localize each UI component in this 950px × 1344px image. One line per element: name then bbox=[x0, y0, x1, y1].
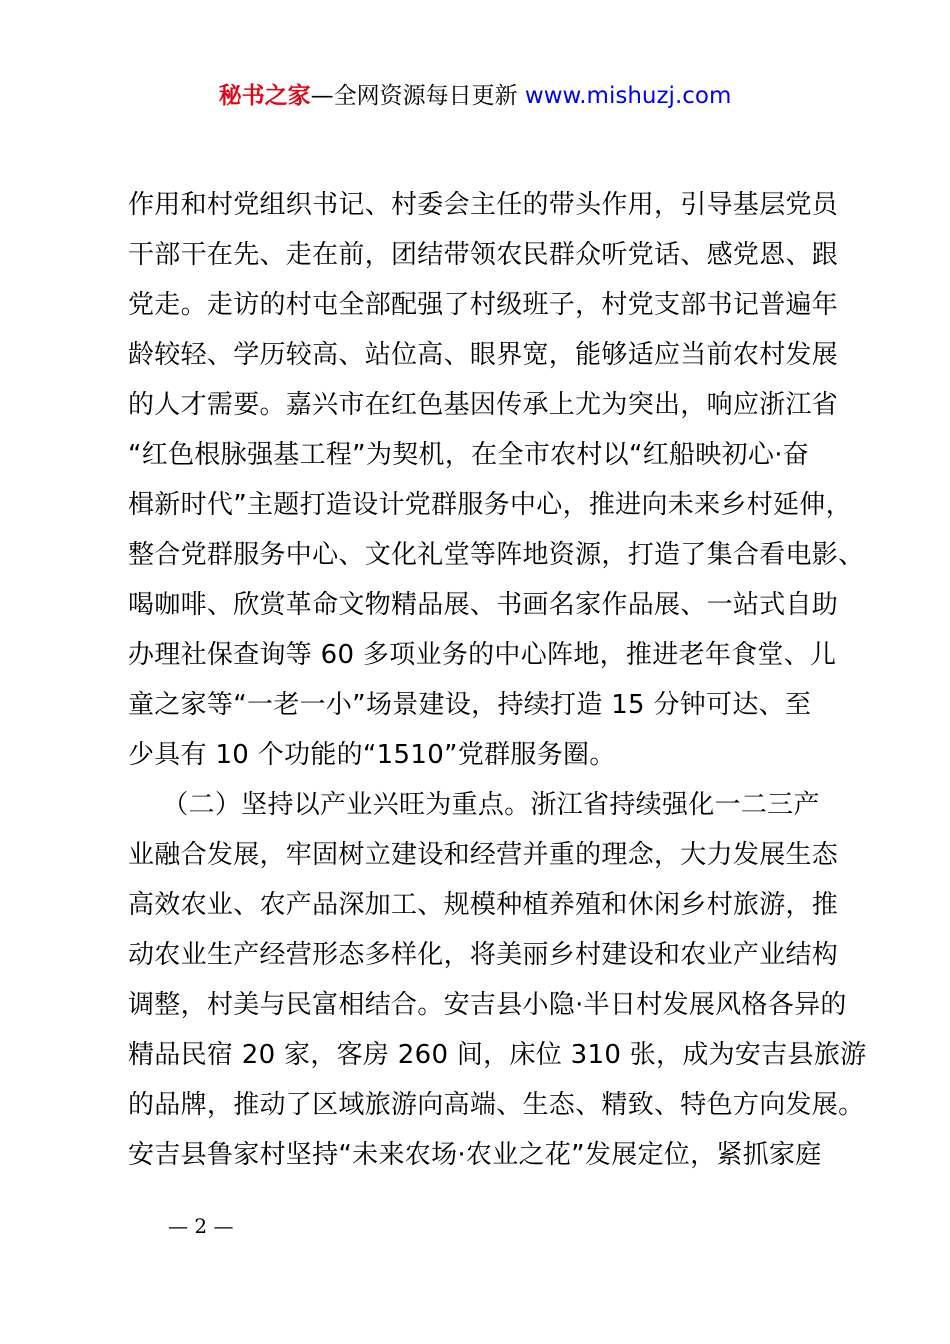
text-line: 安吉县鲁家村坚持“未来农场·农业之花”发展定位，紧抓家庭 bbox=[128, 1140, 822, 1170]
text-line: 精品民宿 20 家，客房 260 间，床位 310 张，成为安吉县旅游 bbox=[128, 1040, 867, 1070]
text-line: 喝咖啡、欣赏革命文物精品展、书画名家作品展、一站式自助 bbox=[128, 590, 839, 620]
site-header bbox=[0, 80, 950, 112]
site-url-link[interactable]: www.mishuzj.com bbox=[524, 83, 732, 109]
text-line: 调整，村美与民富相结合。安吉县小隐·半日村发展风格各异的 bbox=[128, 990, 847, 1020]
text-line: 的品牌，推动了区域旅游向高端、生态、精致、特色方向发展。 bbox=[128, 1090, 865, 1120]
text-line: 党走。走访的村屯全部配强了村级班子，村党支部书记普遍年 bbox=[128, 290, 839, 320]
text-line: “红色根脉强基工程”为契机，在全市农村以“红船映初心·奋 bbox=[128, 440, 810, 470]
text-line: 干部干在先、走在前，团结带领农民群众听党话、感党恩、跟 bbox=[128, 240, 839, 270]
text-line: 童之家等“一老一小”场景建设，持续打造 15 分钟可达、至 bbox=[128, 690, 812, 720]
text-line: 动农业生产经营形态多样化，将美丽乡村建设和农业产业结构 bbox=[128, 940, 839, 970]
text-line: 龄较轻、学历较高、站位高、眼界宽，能够适应当前农村发展 bbox=[128, 340, 839, 370]
text-line: 高效农业、农产品深加工、规模种植养殖和休闲乡村旅游，推 bbox=[128, 890, 839, 920]
site-tagline: —全网资源每日更新 bbox=[310, 83, 518, 109]
text-line: 楫新时代”主题打造设计党群服务中心，推进向未来乡村延伸， bbox=[128, 490, 852, 520]
document-body bbox=[128, 180, 867, 1180]
text-line: 整合党群服务中心、文化礼堂等阵地资源，打造了集合看电影、 bbox=[128, 540, 865, 570]
site-brand: 秘书之家 bbox=[218, 83, 311, 109]
text-line: 的人才需要。嘉兴市在红色基因传承上尤为突出，响应浙江省 bbox=[128, 390, 839, 420]
text-line: 少具有 10 个功能的“1510”党群服务圈。 bbox=[128, 740, 616, 770]
text-line: 作用和村党组织书记、村委会主任的带头作用，引导基层党员 bbox=[128, 190, 839, 220]
text-line: 办理社保查询等 60 多项业务的中心阵地，推进老年食堂、儿 bbox=[128, 640, 837, 670]
page-number: — 2 — bbox=[168, 1214, 234, 1238]
text-line: 业融合发展，牢固树立建设和经营并重的理念，大力发展生态 bbox=[128, 840, 839, 870]
section-heading-line: （二）坚持以产业兴旺为重点。浙江省持续强化一二三产 bbox=[128, 790, 820, 820]
